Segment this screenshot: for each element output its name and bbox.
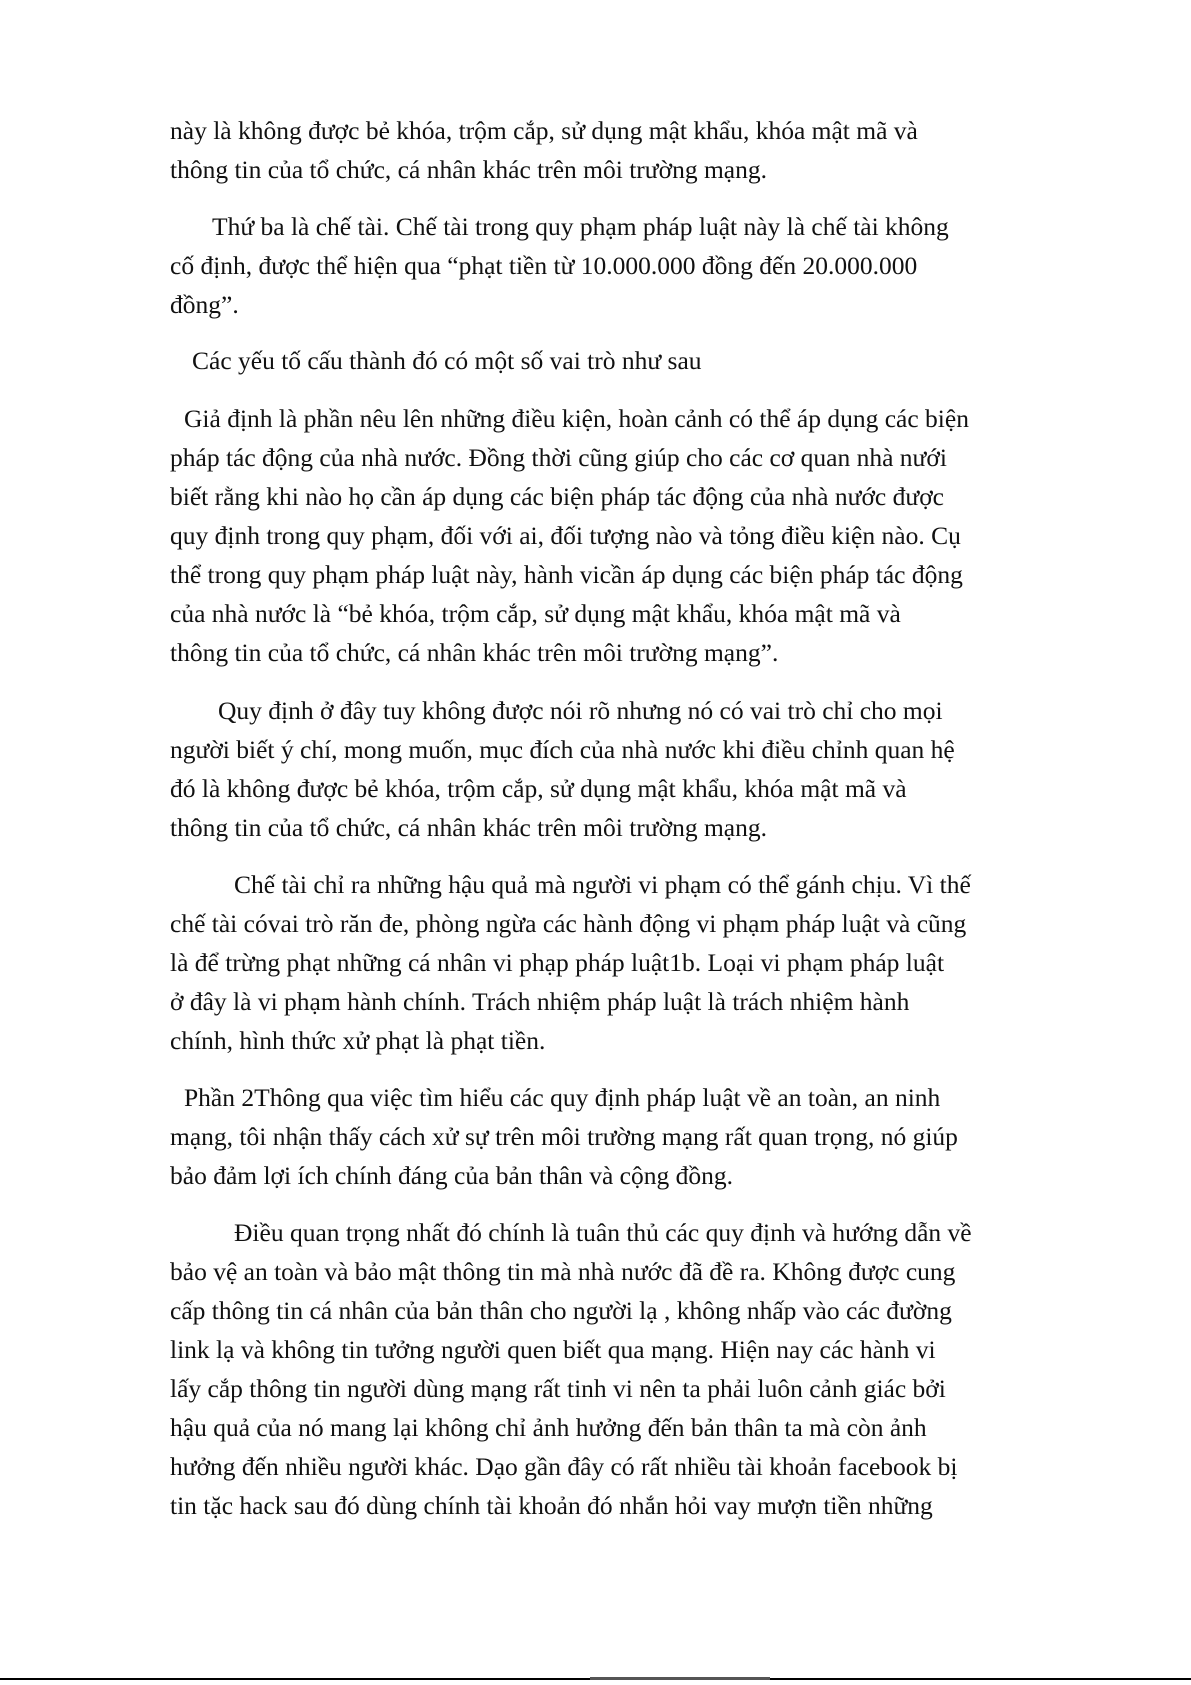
text-line: bảo vệ an toàn và bảo mật thông tin mà nhà nước đã đề ra. Không được cung <box>170 1257 956 1286</box>
text-line: Thứ ba là chế tài. Chế tài trong quy phạm pháp luật này là chế tài không <box>212 212 949 241</box>
text-line: của nhà nước là “bẻ khóa, trộm cắp, sử dụng mật khẩu, khóa mật mã và <box>170 599 901 628</box>
text-line: tin tặc hack sau đó dùng chính tài khoản đó nhắn hỏi vay mượn tiền những <box>170 1491 933 1520</box>
text-line: pháp tác động của nhà nước. Đồng thời cũng giúp cho các cơ quan nhà nưới <box>170 443 947 472</box>
text-line: này là không được bẻ khóa, trộm cắp, sử dụng mật khẩu, khóa mật mã và <box>170 116 918 145</box>
text-line: bảo đảm lợi ích chính đáng của bản thân và cộng đồng. <box>170 1161 733 1190</box>
text-line: Giả định là phần nêu lên những điều kiện, hoàn cảnh có thể áp dụng các biện <box>184 404 969 433</box>
text-line: lấy cắp thông tin người dùng mạng rất tinh vi nên ta phải luôn cảnh giác bởi <box>170 1374 946 1403</box>
text-line: cố định, được thể hiện qua “phạt tiền từ 10.000.000 đồng đến 20.000.000 <box>170 251 918 280</box>
text-line: Phần 2Thông qua việc tìm hiểu các quy định pháp luật về an toàn, an ninh <box>184 1083 941 1112</box>
text-line: mạng, tôi nhận thấy cách xử sự trên môi trường mạng rất quan trọng, nó giúp <box>170 1122 958 1151</box>
text-line: Các yếu tố cấu thành đó có một số vai trò như sau <box>192 346 702 375</box>
text-line: thể trong quy phạm pháp luật này, hành vicần áp dụng các biện pháp tác động <box>170 560 963 589</box>
text-line: là để trừng phạt những cá nhân vi phạp pháp luật1b. Loại vi phạm pháp luật <box>170 948 945 977</box>
text-line: đó là không được bẻ khóa, trộm cắp, sử dụng mật khẩu, khóa mật mã và <box>170 774 907 803</box>
text-line: cấp thông tin cá nhân của bản thân cho người lạ , không nhấp vào các đường <box>170 1296 952 1325</box>
text-line: ở đây là vi phạm hành chính. Trách nhiệm pháp luật là trách nhiệm hành <box>170 987 910 1016</box>
text-line: biết rằng khi nào họ cần áp dụng các biện pháp tác động của nhà nước được <box>170 482 945 511</box>
text-line: link lạ và không tin tưởng người quen biết qua mạng. Hiện nay các hành vi <box>170 1335 936 1364</box>
text-line: Quy định ở đây tuy không được nói rõ nhưng nó có vai trò chỉ cho mọi <box>218 696 943 725</box>
text-line: thông tin của tổ chức, cá nhân khác trên môi trường mạng”. <box>170 638 779 667</box>
text-line: đồng”. <box>170 290 239 319</box>
text-line: chính, hình thức xử phạt là phạt tiền. <box>170 1026 546 1055</box>
text-line: Chế tài chỉ ra những hậu quả mà người vi phạm có thể gánh chịu. Vì thế <box>234 870 971 899</box>
text-line: hậu quả của nó mang lại không chỉ ảnh hưởng đến bản thân ta mà còn ảnh <box>170 1413 927 1442</box>
footer-mark <box>590 1677 770 1680</box>
text-line: chế tài cóvai trò răn đe, phòng ngừa các hành động vi phạm pháp luật và cũng <box>170 909 967 938</box>
text-line: Điều quan trọng nhất đó chính là tuân thủ các quy định và hướng dẫn về <box>234 1218 972 1247</box>
text-line: thông tin của tổ chức, cá nhân khác trên môi trường mạng. <box>170 155 767 184</box>
text-line: thông tin của tổ chức, cá nhân khác trên môi trường mạng. <box>170 813 767 842</box>
text-line: hưởng đến nhiều người khác. Dạo gần đây có rất nhiều tài khoản facebook bị <box>170 1452 958 1481</box>
text-line: người biết ý chí, mong muốn, mục đích của nhà nước khi điều chỉnh quan hệ <box>170 735 955 764</box>
text-line: quy định trong quy phạm, đối với ai, đối tượng nào và tỏng điều kiện nào. Cụ <box>170 521 961 550</box>
